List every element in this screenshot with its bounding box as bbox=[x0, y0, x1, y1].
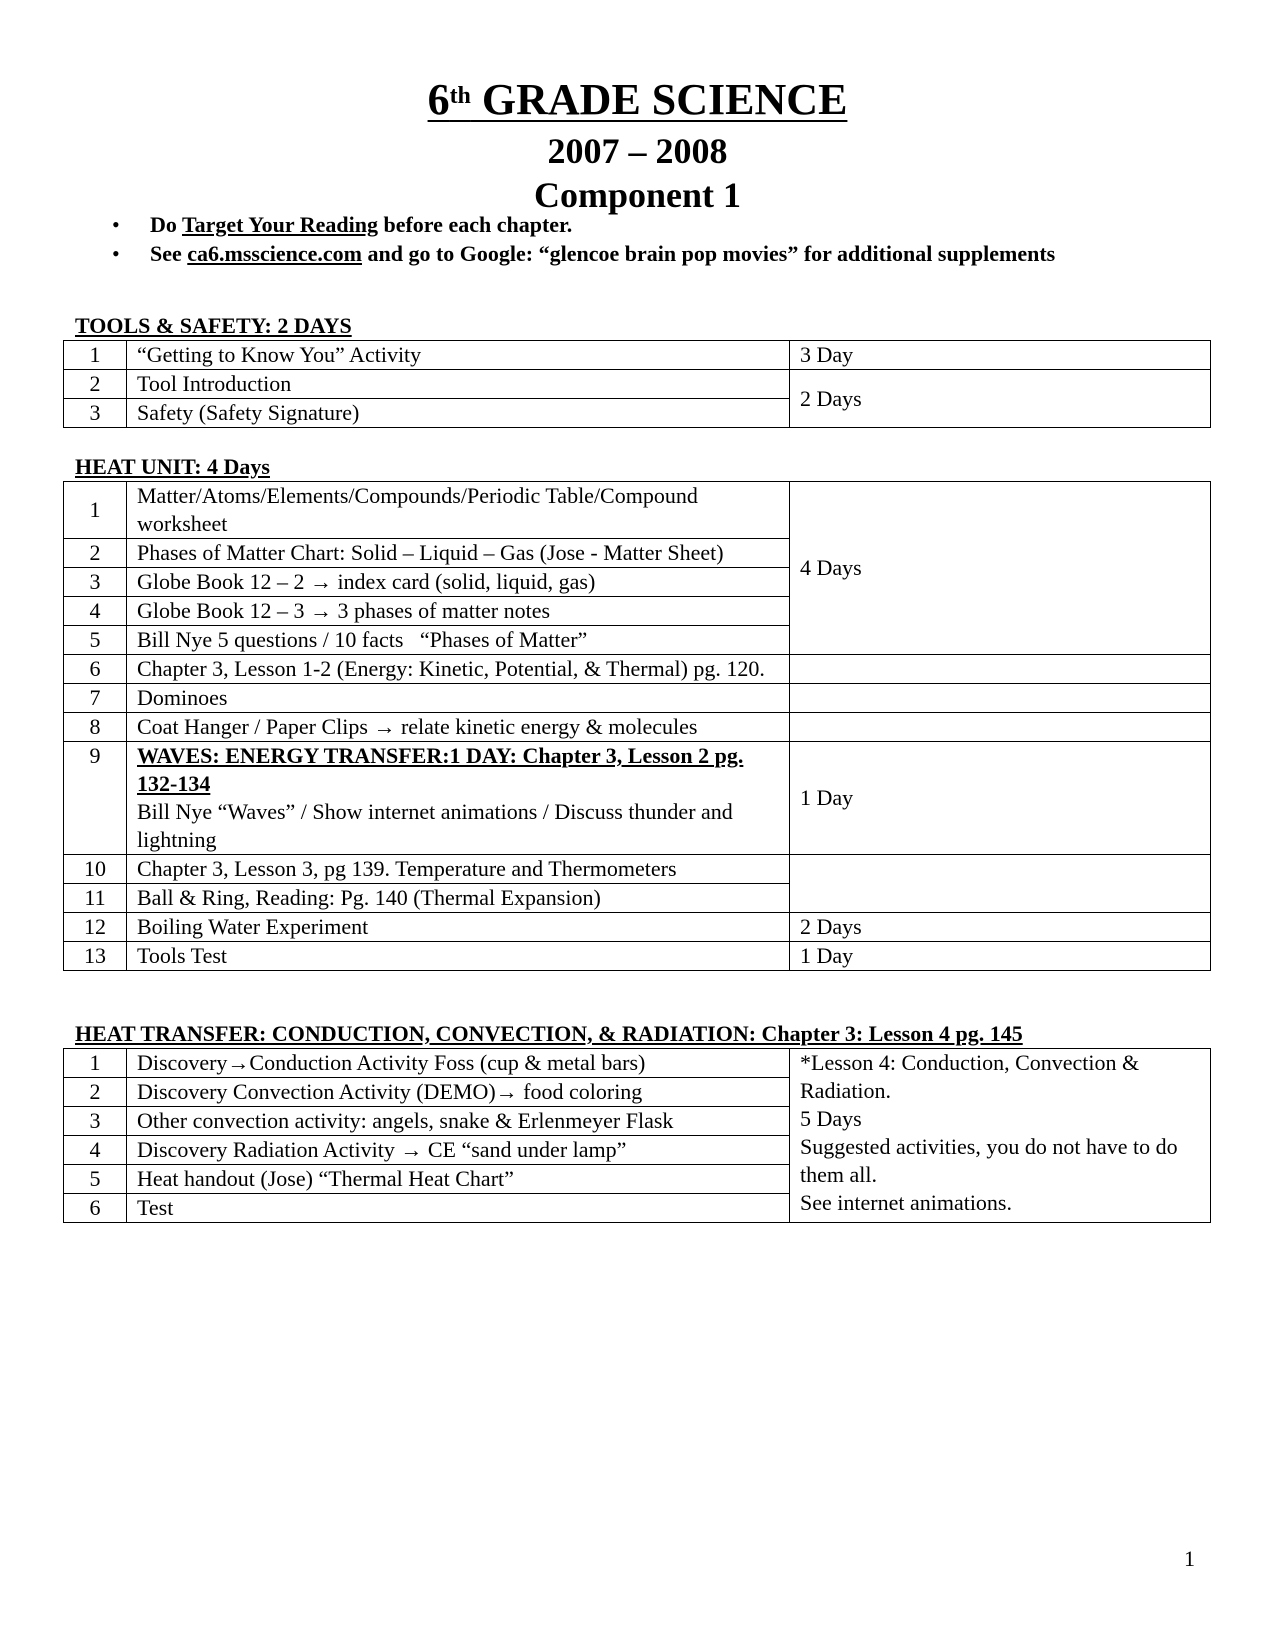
row-number: 4 bbox=[64, 1136, 127, 1165]
row-number: 9 bbox=[64, 742, 127, 855]
row-number: 2 bbox=[64, 1078, 127, 1107]
tools-safety-table bbox=[63, 340, 1211, 428]
activity-cell: Bill Nye 5 questions / 10 facts “Phases of Matter” bbox=[127, 626, 790, 655]
waves-heading: WAVES: ENERGY TRANSFER:1 DAY: Chapter 3, Lesson 2 pg. 132-134 bbox=[137, 743, 744, 796]
notes-line: Suggested activities, you do not have to do them all. bbox=[800, 1134, 1178, 1187]
page-title bbox=[0, 72, 1275, 128]
notes-line: See internet animations. bbox=[800, 1190, 1012, 1215]
row-number: 6 bbox=[64, 655, 127, 684]
duration-cell bbox=[790, 855, 1211, 913]
table-row bbox=[64, 713, 1211, 742]
instruction-item: • Do Target Your Reading before each chapter. bbox=[112, 212, 573, 237]
title-block bbox=[0, 72, 1275, 216]
activity-cell: Heat handout (Jose) “Thermal Heat Chart” bbox=[127, 1165, 790, 1194]
row-number: 6 bbox=[64, 1194, 127, 1223]
row-number: 1 bbox=[64, 482, 127, 539]
duration-cell bbox=[790, 655, 1211, 684]
activity-cell: Test bbox=[127, 1194, 790, 1223]
instruction-item: • See ca6.msscience.com and go to Google: “glencoe brain pop movies” for additional supplements bbox=[112, 241, 1056, 266]
duration-cell bbox=[790, 713, 1211, 742]
table-row bbox=[64, 482, 1211, 539]
title-superscript: th bbox=[449, 83, 471, 109]
duration-cell: 2 Days bbox=[790, 370, 1211, 428]
heat-transfer-title: HEAT TRANSFER: CONDUCTION, CONVECTION, & RADIATION: Chapter 3: Lesson 4 pg. 145 bbox=[75, 1021, 1023, 1046]
table-row bbox=[64, 855, 1211, 884]
duration-cell: 4 Days bbox=[790, 482, 1211, 655]
bullet-icon: • bbox=[112, 212, 120, 237]
activity-cell: Globe Book 12 – 3 → 3 phases of matter notes bbox=[127, 597, 790, 626]
component-heading: Component 1 bbox=[533, 175, 742, 215]
row-number: 12 bbox=[64, 913, 127, 942]
school-year: 2007 – 2008 bbox=[547, 131, 728, 171]
row-number: 10 bbox=[64, 855, 127, 884]
row-number: 4 bbox=[64, 597, 127, 626]
duration-cell: 2 Days bbox=[790, 913, 1211, 942]
activity-cell: Tools Test bbox=[127, 942, 790, 971]
table-row bbox=[64, 913, 1211, 942]
activity-cell: Discovery Radiation Activity → CE “sand under lamp” bbox=[127, 1136, 790, 1165]
activity-cell: Phases of Matter Chart: Solid – Liquid – Gas (Jose - Matter Sheet) bbox=[127, 539, 790, 568]
heat-transfer-table bbox=[63, 1048, 1211, 1223]
row-number: 3 bbox=[64, 399, 127, 428]
row-number: 3 bbox=[64, 568, 127, 597]
waves-activity: Bill Nye “Waves” / Show internet animations / Discuss thunder and lightning bbox=[137, 799, 733, 852]
activity-cell: Tool Introduction bbox=[127, 370, 790, 399]
duration-cell: 1 Day bbox=[790, 942, 1211, 971]
activity-cell: Discovery→Conduction Activity Foss (cup & metal bars) bbox=[127, 1049, 790, 1078]
target-your-reading-text: Target Your Reading bbox=[182, 212, 378, 237]
table-row bbox=[64, 655, 1211, 684]
row-number: 13 bbox=[64, 942, 127, 971]
activity-cell bbox=[127, 742, 790, 855]
duration-cell: 1 Day bbox=[790, 742, 1211, 855]
tools-safety-title: TOOLS & SAFETY: 2 DAYS bbox=[75, 313, 352, 338]
row-number: 3 bbox=[64, 1107, 127, 1136]
table-row bbox=[64, 942, 1211, 971]
notes-line: 5 Days bbox=[800, 1106, 862, 1131]
row-number: 8 bbox=[64, 713, 127, 742]
activity-cell: Matter/Atoms/Elements/Compounds/Periodic Table/Compound worksheet bbox=[127, 482, 790, 539]
row-number: 2 bbox=[64, 370, 127, 399]
title-number: 6 bbox=[427, 75, 450, 124]
heat-unit-title: HEAT UNIT: 4 Days bbox=[75, 454, 270, 479]
row-number: 5 bbox=[64, 1165, 127, 1194]
table-row bbox=[64, 684, 1211, 713]
activity-cell: Globe Book 12 – 2 → index card (solid, liquid, gas) bbox=[127, 568, 790, 597]
row-number: 2 bbox=[64, 539, 127, 568]
notes-cell bbox=[790, 1049, 1211, 1223]
website-link[interactable]: ca6.msscience.com bbox=[187, 241, 362, 266]
row-number: 7 bbox=[64, 684, 127, 713]
bullet-icon: • bbox=[112, 241, 120, 266]
table-row bbox=[64, 742, 1211, 855]
row-number: 5 bbox=[64, 626, 127, 655]
table-row bbox=[64, 341, 1211, 370]
activity-cell: Chapter 3, Lesson 3, pg 139. Temperature and Thermometers bbox=[127, 855, 790, 884]
duration-cell: 3 Day bbox=[790, 341, 1211, 370]
table-row bbox=[64, 370, 1211, 399]
activity-cell: Dominoes bbox=[127, 684, 790, 713]
duration-cell bbox=[790, 684, 1211, 713]
activity-cell: Boiling Water Experiment bbox=[127, 913, 790, 942]
activity-cell: Coat Hanger / Paper Clips → relate kinetic energy & molecules bbox=[127, 713, 790, 742]
instructions-list bbox=[112, 210, 1252, 268]
activity-cell: Chapter 3, Lesson 1-2 (Energy: Kinetic, Potential, & Thermal) pg. 120. bbox=[127, 655, 790, 684]
row-number: 1 bbox=[64, 341, 127, 370]
row-number: 11 bbox=[64, 884, 127, 913]
notes-line: *Lesson 4: Conduction, Convection & Radiation. bbox=[800, 1050, 1140, 1103]
table-row bbox=[64, 1049, 1211, 1078]
activity-cell: Safety (Safety Signature) bbox=[127, 399, 790, 428]
activity-cell: Ball & Ring, Reading: Pg. 140 (Thermal Expansion) bbox=[127, 884, 790, 913]
page-number: 1 bbox=[1184, 1546, 1195, 1571]
row-number: 1 bbox=[64, 1049, 127, 1078]
activity-cell: Discovery Convection Activity (DEMO)→ food coloring bbox=[127, 1078, 790, 1107]
activity-cell: “Getting to Know You” Activity bbox=[127, 341, 790, 370]
heat-unit-table bbox=[63, 481, 1211, 971]
activity-cell: Other convection activity: angels, snake & Erlenmeyer Flask bbox=[127, 1107, 790, 1136]
title-text: GRADE SCIENCE bbox=[470, 75, 848, 124]
